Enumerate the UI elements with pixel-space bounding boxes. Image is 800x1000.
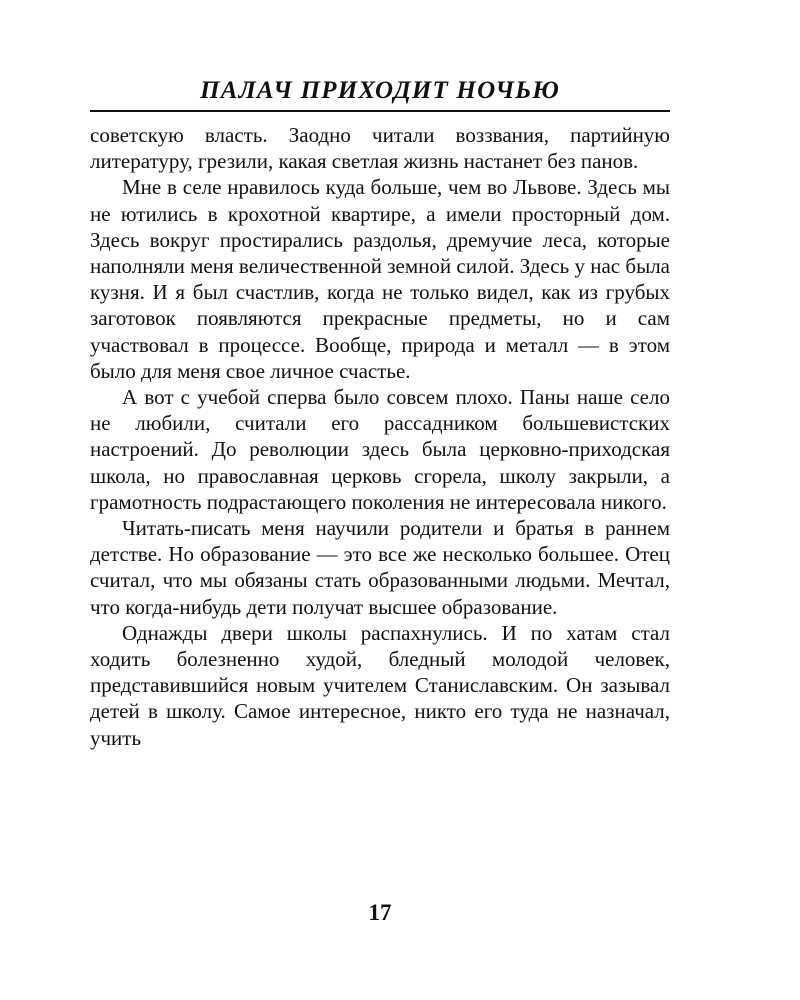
body-text	[90, 122, 670, 751]
paragraph: советскую власть. Заодно читали воззвания, партийную литературу, грезили, какая светлая жизнь настанет без панов.	[90, 123, 670, 174]
page-number: 17	[368, 900, 392, 925]
running-head: ПАЛАЧ ПРИХОДИТ НОЧЬЮ	[200, 77, 560, 104]
paragraph: Читать-писать меня научили родители и братья в раннем детстве. Но образование — это все же несколько большее. Отец считал, что мы обязаны стать образованными людьми. Мечтал, что когда-нибудь дети получат высшее образование.	[90, 516, 670, 619]
paragraph: А вот с учебой сперва было совсем плохо. Паны наше село не любили, считали его рассадником большевистских настроений. До революции здесь была церковно-приходская школа, но православная церковь сгорела, школу закрыли, а грамотность подрастающего поколения не интересовала никого.	[90, 385, 670, 514]
book-page	[90, 70, 670, 970]
header-rule	[90, 110, 670, 112]
paragraph: Однажды двери школы распахнулись. И по хатам стал ходить болезненно худой, бледный молодой человек, представившийся новым учителем Станиславским. Он зазывал детей в школу. Самое интересное, никто его туда не назначал, учить	[90, 620, 670, 750]
paragraph: Мне в селе нравилось куда больше, чем во Львове. Здесь мы не ютились в крохотной квартире, а имели просторный дом. Здесь вокруг простирались раздолья, дремучие леса, которые наполняли меня величественной земной силой. Здесь у нас была кузня. И я был счастлив, когда не только видел, как из грубых заготовок появляются прекрасные предметы, но и сам участвовал в процессе. Вообще, природа и металл — в этом было для меня свое личное счастье.	[90, 175, 670, 383]
